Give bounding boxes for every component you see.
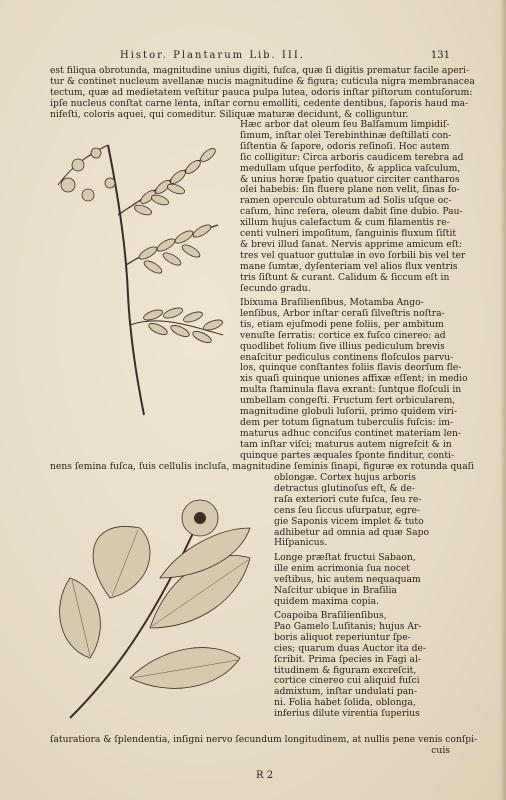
text-line: Hæc arbor dat oleum ſeu Balſamum limpidiſ- <box>240 119 450 130</box>
text-line: cuis <box>431 744 450 756</box>
text-line: dem per totum ſignatum tuberculis fuſcis: im- <box>240 416 454 428</box>
text-line: quinque partes æquales ſponte finditur, conti- <box>240 449 455 461</box>
text-line: centi vulneri impoſitum, ſanguinis fluxum ſiſtit <box>240 228 457 240</box>
column-cortex <box>274 473 504 549</box>
text-line: ſcribit. Prima ſpecies in Fagi al- <box>274 653 421 665</box>
running-title: Histor. Plantarum Lib. III. <box>120 50 305 61</box>
text-line: medullam uſque perfodito, & applica vaſculum, <box>240 162 461 174</box>
paragraph-bottom <box>50 734 478 757</box>
text-line: Naſcitur ubique in Braſilia <box>274 584 397 596</box>
text-line: admixtum, inſtar undulati pan- <box>274 686 418 698</box>
text-line: quodlibet folium ſive illius pediculum brevis <box>240 340 445 352</box>
text-line: tris ſiſtunt & curant. Calidum & ſiccum eſt in <box>240 271 450 283</box>
ibixuma-leaf-illustration <box>50 478 270 723</box>
text-line: Coapoiba Braſilienſibus, <box>274 610 387 621</box>
text-line: maturus adhuc conciſus continet materiam len- <box>240 427 461 439</box>
paragraph-top <box>50 65 475 121</box>
text-line: ille enim acrimonia ſua nocet <box>274 562 410 574</box>
leaflets-upper <box>133 146 217 217</box>
text-line: ſiſtentia & ſapore, odoris reſinoſi. Hoc autem <box>240 140 450 152</box>
column-sabaon <box>274 553 504 608</box>
text-line: titudinem & figuram excreſcit, <box>274 664 417 676</box>
page-number: 131 <box>430 50 450 61</box>
text-line: ſecundo gradu. <box>240 282 311 294</box>
text-line: Ibixuma Braſilienſibus, Motamba Ango- <box>240 297 424 308</box>
text-line: tur & continet nucleum avellanæ nucis magnitudine & figura; cuticula nigra membranacea <box>50 75 475 87</box>
text-line: magnitudine globuli luſorii, primo quidem viri- <box>240 406 458 418</box>
text-line: nens ſemina fuſca, ſuis cellulis incluſa, magnitudine ſeminis ſinapi, figuræ ex rotunda quaſi <box>50 461 475 472</box>
text-line: adhibetur ad omnia ad quæ Sapo <box>274 526 430 538</box>
text-line: mane ſumtæ, dyſenteriam vel alios flux ventris <box>240 260 458 272</box>
text-line: xis quaſi quinque uniones affixæ eſſent; in medio <box>240 373 468 385</box>
text-line: xillum hujus calefactum & cum filamentis re- <box>240 217 450 229</box>
text-line: los, quinque conſtantes foliis flavis deorſum fle- <box>240 362 462 374</box>
text-line: ramen operculo obturatum ad Solis uſque oc- <box>240 195 452 207</box>
text-line: raſa exteriori cute fuſca, ſeu re- <box>274 493 422 505</box>
text-line: ſaturatiora & ſplendentia, inſigni nervo ſecundum longitudinem, at nullis pene venis conſpi- <box>50 734 478 745</box>
text-line: cortice cinereo cui aliquid fuſci <box>274 675 420 687</box>
text-line: est filiqua obrotunda, magnitudine unius digiti, fuſca, quæ ſi digitis prematur facile aperi- <box>50 65 470 76</box>
leaflets-middle <box>137 223 212 276</box>
text-line: tres vel quatuor guttulæ in ovo ſorbili bis vel ter <box>240 249 466 261</box>
text-line: ſimum, inſtar olei Terebinthinæ deſtillati con- <box>240 129 452 141</box>
signature-mark: R 2 <box>256 770 274 781</box>
flower-head <box>182 500 218 536</box>
balsam-tree-illustration <box>48 125 238 425</box>
text-line: cens ſeu ſiccus uſurpatur, egre- <box>274 504 421 516</box>
text-line: cies; quarum duas Auctor ita de- <box>274 642 427 654</box>
column-coapoiba <box>274 611 504 720</box>
text-line: gie Saponis vicem implet & tuto <box>274 515 424 527</box>
text-line: tam inſtar viſci; maturus autem nigreſcit & in <box>240 438 452 450</box>
leaflets-lower <box>142 306 224 345</box>
column-ibixuma <box>240 298 470 462</box>
text-line: ni. Folia habet ſolida, oblonga, <box>274 697 416 709</box>
column-balsam <box>240 120 470 295</box>
text-line: detractus glutinoſus eſt, & de- <box>274 482 415 494</box>
text-line: nifeſti, coloris aquei, qui comeditur. Siliquæ maturæ decidunt, & colliguntur. <box>50 108 409 120</box>
text-line: tis, etiam ejuſmodi pene foliis, per ambitum <box>240 318 444 330</box>
text-line: caſum, hinc reſera, oleum dabit ſine dubio. Pau- <box>240 206 463 218</box>
text-line: enaſcitur pediculus continens floſculos parvu- <box>240 351 454 363</box>
text-line: inferius dilute virentia ſuperius <box>274 708 420 720</box>
text-line: tectum, quæ ad medietatem veſtitur pauca pulpa lutea, odoris inſtar piſtorum contuſorum: <box>50 86 473 98</box>
text-line: quidem maxima copia. <box>274 595 380 607</box>
text-line: oblongæ. Cortex hujus arboris <box>274 472 416 483</box>
text-line: lenſibus, Arbor inſtar ceraſi ſilveſtris noſtra- <box>240 307 445 319</box>
text-line: olei habebis: ſin fluere plane non velit, ſinas fo- <box>240 184 460 196</box>
text-line: venuſte ſerratis: cortice ex fuſco cinereo: ad <box>240 329 446 341</box>
text-line: boris aliquot reperiuntur ſpe- <box>274 631 411 643</box>
text-line: Hiſpanicus. <box>274 537 328 549</box>
text-line: ſic colligitur: Circa arboris caudicem terebra ad <box>240 151 464 163</box>
text-line: Pao Gamelo Luſitanis; hujus Ar- <box>274 620 422 632</box>
text-line: & unius horæ ſpatio quatuor circiter cantharos <box>240 173 460 185</box>
text-line: ipſe nucleus conſtat carne lenta, inſtar cornu emolliti, cedente dentibus, ſaporis haud ma- <box>50 97 469 109</box>
running-header <box>120 50 450 64</box>
text-line: umbellam congeſti. Fructum fert orbicularem, <box>240 395 456 407</box>
text-line: & brevi illud ſanat. Nervis apprime amicum eſt: <box>240 238 462 250</box>
text-line: multa ſtaminula flava exrant: ſuntque floſculi in <box>240 384 462 396</box>
text-line: Longe præſtat fructui Sabaon, <box>274 552 416 563</box>
text-line: veſtibus, hic autem nequaquam <box>274 573 421 585</box>
